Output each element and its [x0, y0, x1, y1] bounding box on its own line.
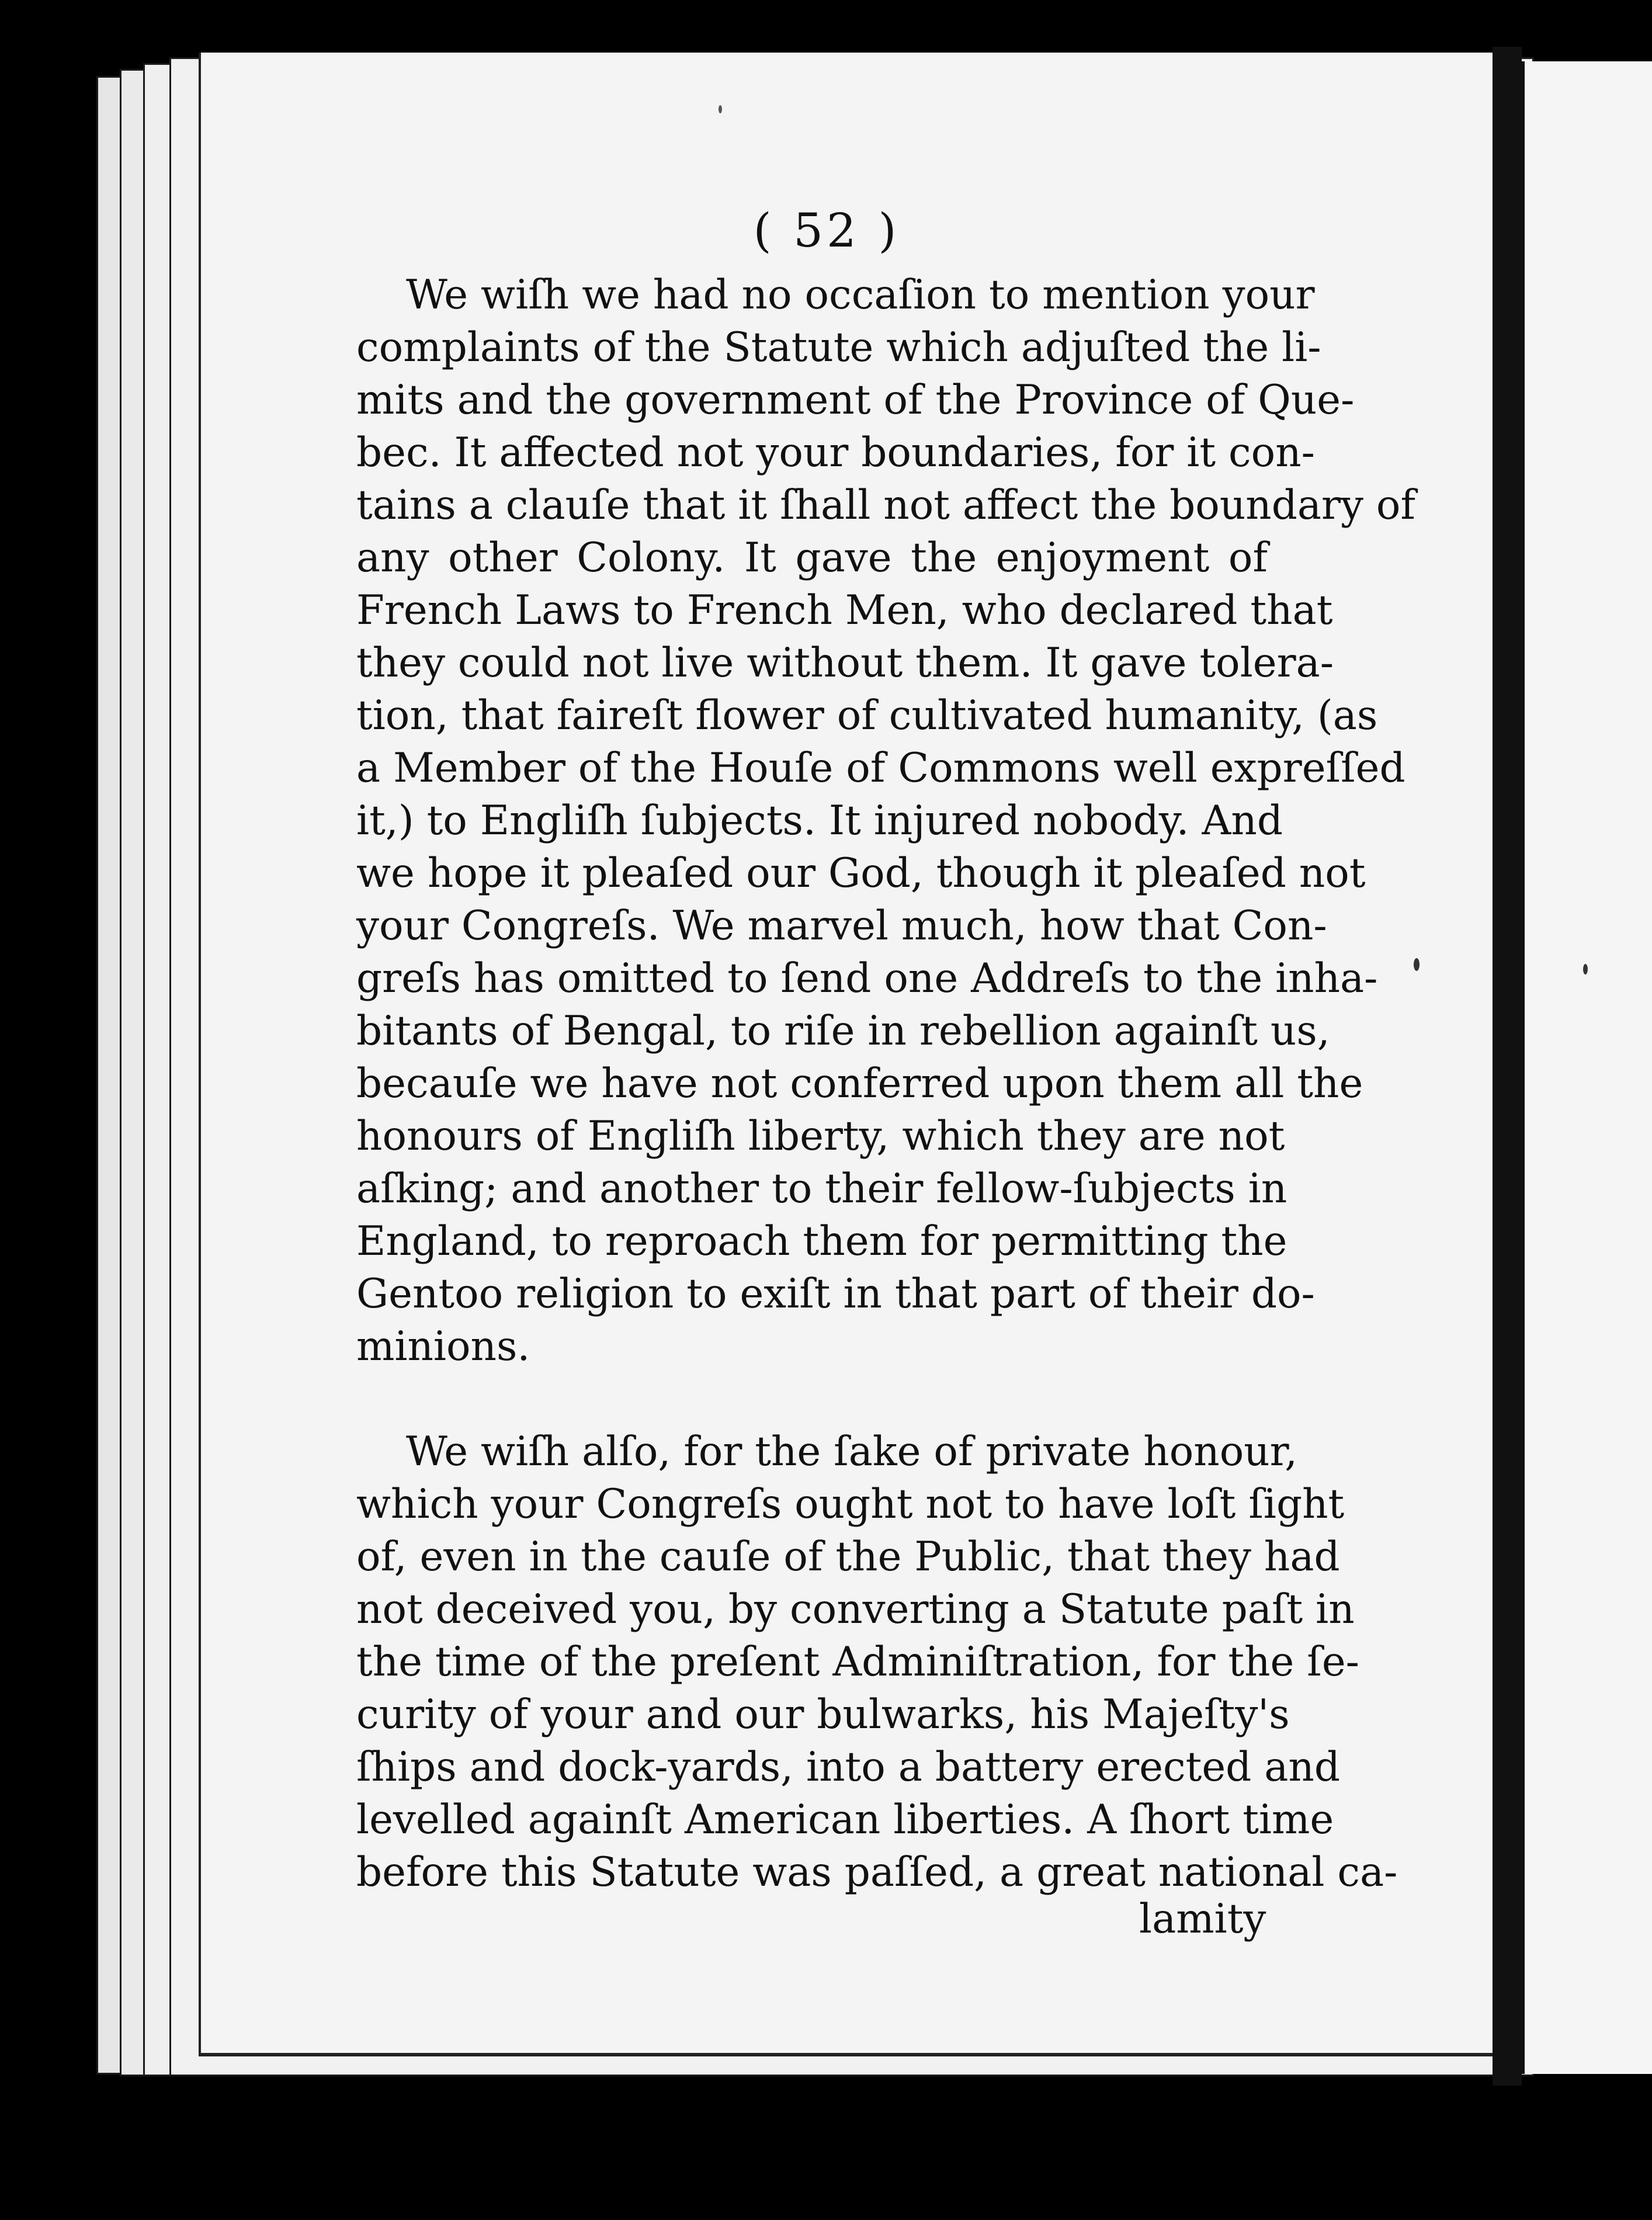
text-line: tains a clauſe that it ſhall not affect the boundary of	[356, 482, 1416, 529]
text-line: they could not live without them. It gave tolera-	[356, 640, 1334, 686]
text-line: aſking; and another to their fellow-ſubjects in	[356, 1166, 1287, 1212]
ink-speck	[719, 105, 722, 113]
text-line: the time of the preſent Adminiſtration, for the ſe-	[356, 1639, 1359, 1685]
ink-speck	[1583, 964, 1588, 974]
text-line: We wiſh alſo, for the ſake of private honour,	[406, 1428, 1298, 1475]
text-line: it,) to Engliſh ſubjects. It injured nobody. And	[356, 797, 1283, 844]
text-line: bec. It affected not your boundaries, for it con-	[356, 429, 1315, 476]
text-line: becauſe we have not conferred upon them all the	[356, 1060, 1363, 1107]
text-line: mits and the government of the Province of Que-	[356, 377, 1355, 424]
page-number: ( 52 )	[753, 203, 900, 258]
text-line: honours of Engliſh liberty, which they are not	[356, 1113, 1285, 1160]
text-line: levelled againſt American liberties. A ſhort time	[356, 1796, 1334, 1843]
text-line: French Laws to French Men, who declared that	[356, 587, 1333, 634]
paragraph-1	[356, 269, 1416, 1373]
text-line: of, even in the cauſe of the Public, that they had	[356, 1534, 1340, 1580]
text-line: Gentoo religion to exiſt in that part of their do-	[356, 1271, 1315, 1317]
text-line: a Member of the Houſe of Commons well expreſſed	[356, 745, 1405, 792]
text-line: before this Statute was paſſed, a great national ca-	[356, 1849, 1398, 1896]
text-line: any other Colony. It gave the enjoyment of	[356, 535, 1268, 581]
text-line: minions.	[356, 1323, 530, 1370]
text-line: greſs has omitted to ſend one Addreſs to the inha-	[356, 955, 1378, 1002]
text-line: not deceived you, by converting a Statute paſt in	[356, 1586, 1355, 1633]
text-line: We wiſh we had no occaſion to mention your	[406, 272, 1315, 318]
book-gutter	[1493, 47, 1522, 2086]
text-line: complaints of the Statute which adjuſted the li-	[356, 324, 1321, 371]
ink-speck	[1414, 958, 1420, 971]
text-line: bitants of Bengal, to riſe in rebellion againſt us,	[356, 1008, 1330, 1054]
text-line: we hope it pleaſed our God, though it pleaſed not	[356, 850, 1366, 897]
text-line: England, to reproach them for permitting the	[356, 1218, 1287, 1265]
text-line: your Congreſs. We marvel much, how that Con-	[356, 903, 1327, 949]
text-line: curity of your and our bulwarks, his Majeſty's	[356, 1691, 1290, 1738]
body-text	[356, 269, 1416, 1899]
text-line: ſhips and dock-yards, into a battery erected and	[356, 1744, 1341, 1791]
text-line: which your Congreſs ought not to have loſt ſight	[356, 1481, 1345, 1528]
text-line: tion, that faireſt flower of cultivated humanity, (as	[356, 692, 1378, 739]
paragraph-2	[356, 1425, 1398, 1899]
facing-page	[1522, 61, 1652, 2074]
catchword: lamity	[1139, 1896, 1266, 1943]
